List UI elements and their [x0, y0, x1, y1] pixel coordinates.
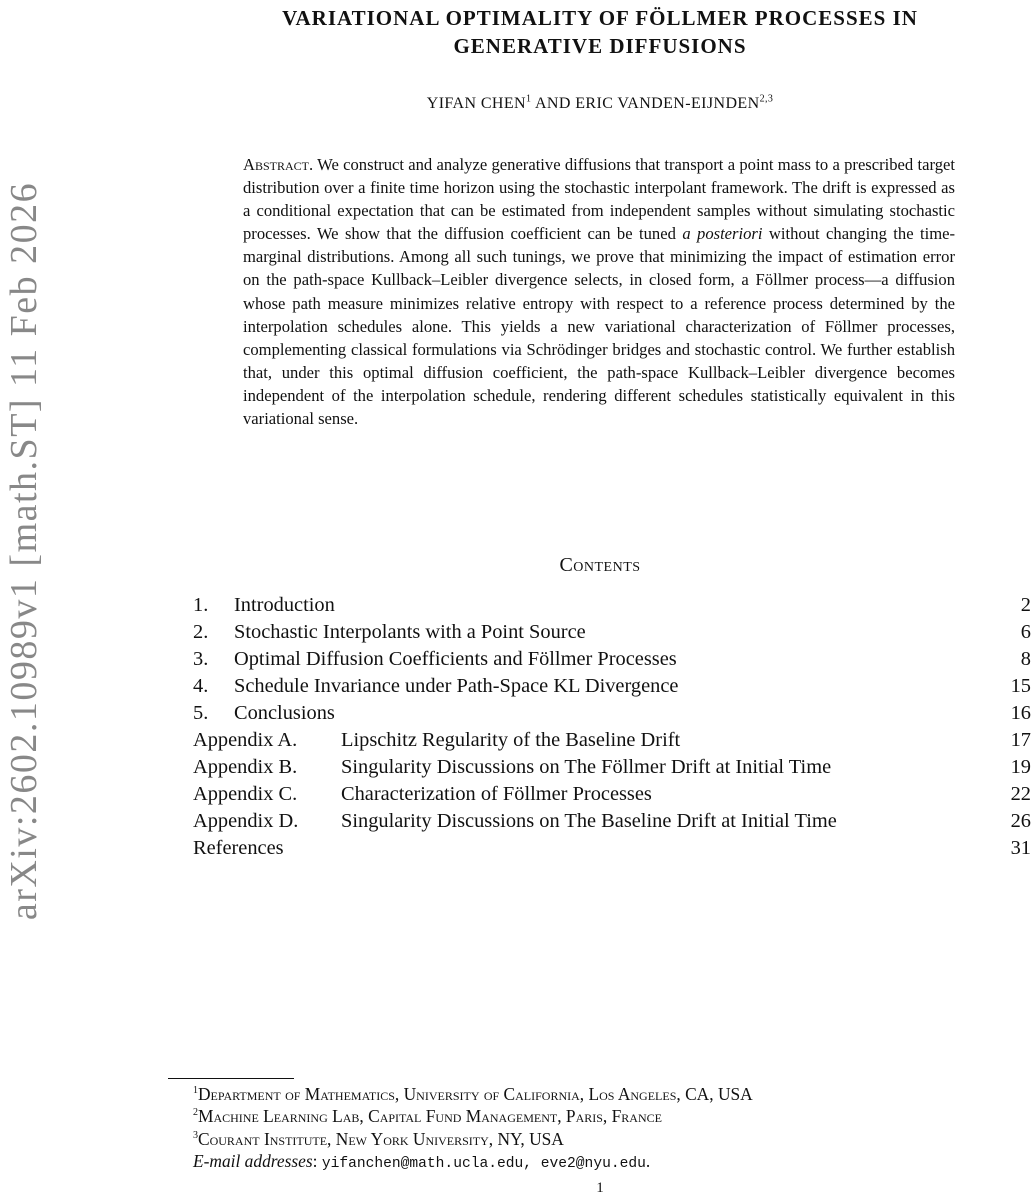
footnote-text: Machine Learning Lab, Capital Fund Management, Paris, France — [198, 1106, 662, 1127]
toc-label: Singularity Discussions on The Föllmer Drift at Initial Time — [341, 756, 832, 778]
footnote-affiliation-2 — [193, 1105, 1023, 1127]
toc-entry-conclusions[interactable] — [193, 700, 1031, 727]
toc-entry-appendix-b[interactable] — [193, 754, 1031, 781]
title-line-1: VARIATIONAL OPTIMALITY OF FÖLLMER PROCESSES IN — [282, 6, 918, 30]
toc-entry-references[interactable] — [193, 835, 1031, 862]
toc-entry-schedule-invariance[interactable] — [193, 673, 1031, 700]
footnote-affiliation-3 — [193, 1128, 1023, 1150]
toc-number: Appendix A. — [193, 729, 298, 751]
toc-label: Lipschitz Regularity of the Baseline Drift — [341, 729, 681, 751]
toc-entry-introduction[interactable] — [193, 592, 1031, 619]
toc-page: 17 — [1010, 729, 1031, 751]
toc-label: Stochastic Interpolants with a Point Source — [234, 621, 586, 643]
footnote-affiliation-1 — [193, 1083, 1023, 1105]
toc-number: 1. — [193, 594, 209, 616]
toc-page: 16 — [1010, 702, 1031, 724]
footnote-mark: 2 — [193, 1107, 198, 1119]
abstract-text-part-1: We construct and analyze generative diffusions that transport a point mass to a prescribed target distribution over a finite time horizon using the stochastic interpolant framework. The drift is expressed as a conditional expectation that can be estimated from independent samples without simulating stochastic processes. We show that the diffusion coefficient can be tuned — [243, 155, 955, 244]
abstract-heading: Abstract. — [243, 155, 314, 174]
abstract — [243, 153, 955, 430]
footnote-mark: 3 — [193, 1130, 198, 1142]
toc-number: Appendix C. — [193, 783, 298, 805]
toc-page: 15 — [1010, 675, 1031, 697]
toc-number: Appendix D. — [193, 810, 299, 832]
toc-label: Optimal Diffusion Coefficients and Föllmer Processes — [234, 648, 677, 670]
toc-entry-appendix-c[interactable] — [193, 781, 1031, 808]
contents-heading: Contents — [559, 554, 641, 576]
toc-entry-stochastic-interpolants[interactable] — [193, 619, 1031, 646]
footnote-text: Courant Institute, New York University, NY, USA — [198, 1128, 564, 1149]
author-1-name: YIFAN CHEN — [426, 95, 526, 112]
paper-title — [200, 4, 1000, 60]
title-line-2: GENERATIVE DIFFUSIONS — [453, 34, 747, 58]
toc-number: 2. — [193, 621, 209, 643]
toc-number: 4. — [193, 675, 209, 697]
toc-page: 19 — [1010, 756, 1031, 778]
author-connector: AND — [534, 95, 571, 112]
toc-label: Introduction — [234, 594, 335, 616]
footnote-text: Department of Mathematics, University of California, Los Angeles, CA, USA — [198, 1084, 753, 1104]
toc-label: Singularity Discussions on The Baseline Drift at Initial Time — [341, 810, 837, 832]
author-2-name: ERIC VANDEN-EIJNDEN — [575, 95, 760, 112]
footnote-mark: 1 — [193, 1085, 198, 1097]
table-of-contents — [193, 592, 1031, 862]
toc-number: 3. — [193, 648, 209, 670]
email-addresses[interactable]: yifanchen@math.ucla.edu, eve2@nyu.edu — [321, 1156, 646, 1173]
footnote-rule — [168, 1078, 294, 1079]
arxiv-identifier: arXiv:2602.10989v1 [math.ST] 11 Feb 2026 — [3, 181, 45, 921]
toc-page: 6 — [1020, 621, 1031, 643]
email-line: E-mail addresses: yifanchen@math.ucla.edu, eve2@nyu.edu. — [193, 1151, 651, 1173]
footnotes — [193, 1083, 1023, 1176]
page-number: 1 — [596, 1180, 604, 1196]
abstract-text-part-2: without changing the time-marginal distributions. Among all such tunings, we prove that minimizing the impact of estimation error on the path-space Kullback–Leibler divergence selects, in closed form, a Föllmer process—a diffusion whose path measure minimizes relative entropy with respect to a reference process determined by the interpolation schedules alone. This yields a new variational characterization of Föllmer processes, complementing classical formulations via Schrödinger bridges and stochastic control. We further establish that, under this optimal diffusion coefficient, the path-space Kullback–Leibler divergence becomes independent of the interpolation schedule, rendering different schedules statistically equivalent in this variational sense. — [243, 224, 955, 429]
toc-label: Schedule Invariance under Path-Space KL Divergence — [234, 675, 679, 697]
toc-page: 8 — [1020, 648, 1031, 670]
toc-page: 26 — [1010, 810, 1031, 832]
toc-page: 2 — [1020, 594, 1031, 616]
toc-page: 31 — [1010, 837, 1031, 859]
author-line — [200, 95, 1000, 113]
toc-number: 5. — [193, 702, 209, 724]
toc-entry-optimal-diffusion[interactable] — [193, 646, 1031, 673]
arxiv-sidebar — [2, 165, 46, 937]
toc-label: Conclusions — [234, 702, 335, 724]
toc-number: Appendix B. — [193, 756, 298, 778]
toc-label: References — [193, 837, 284, 859]
abstract-italic-phrase: a posteriori — [682, 224, 763, 244]
email-label: E-mail addresses — [193, 1151, 313, 1172]
author-2-affiliation: 2,3 — [759, 93, 774, 105]
author-1-affiliation: 1 — [526, 93, 532, 105]
toc-entry-appendix-d[interactable] — [193, 808, 1031, 835]
toc-label: Characterization of Föllmer Processes — [341, 783, 652, 805]
toc-entry-appendix-a[interactable] — [193, 727, 1031, 754]
toc-page: 22 — [1010, 783, 1031, 805]
